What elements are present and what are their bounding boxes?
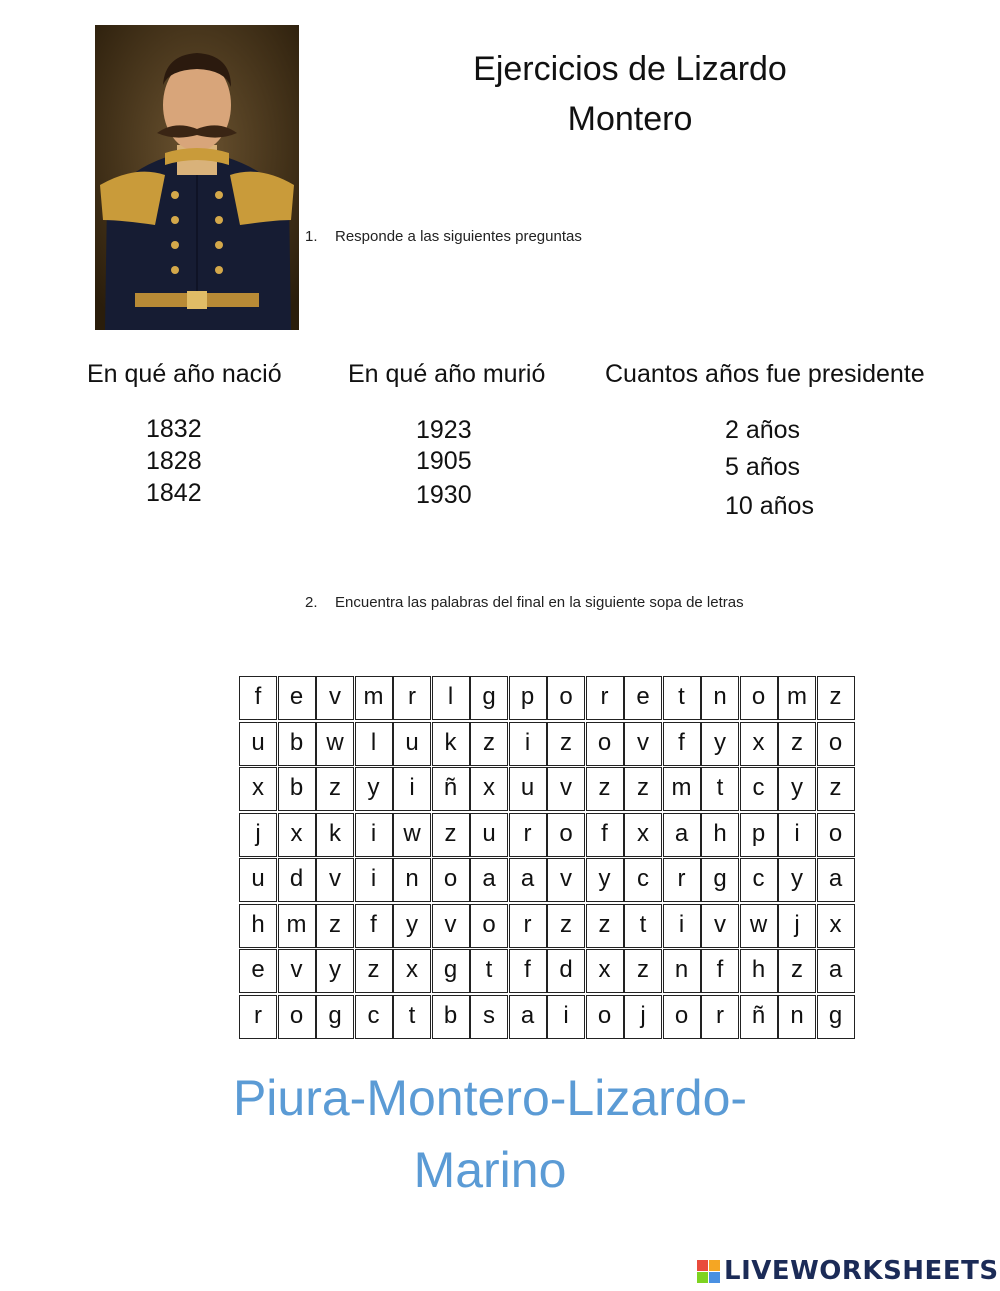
- grid-cell[interactable]: g: [817, 995, 855, 1039]
- grid-cell[interactable]: x: [624, 813, 662, 857]
- grid-cell[interactable]: z: [547, 904, 585, 948]
- grid-cell[interactable]: x: [817, 904, 855, 948]
- grid-cell[interactable]: o: [470, 904, 508, 948]
- grid-cell[interactable]: x: [470, 767, 508, 811]
- grid-cell[interactable]: m: [663, 767, 701, 811]
- grid-cell[interactable]: a: [470, 858, 508, 902]
- option-birth-3[interactable]: 1842: [146, 479, 202, 507]
- question-death-year: En qué año murió: [348, 360, 546, 388]
- portrait-image: [95, 25, 299, 330]
- grid-cell[interactable]: r: [509, 904, 547, 948]
- question-birth-year: En qué año nació: [87, 360, 282, 388]
- logo-square: [709, 1272, 720, 1283]
- grid-cell[interactable]: v: [432, 904, 470, 948]
- grid-cell[interactable]: n: [393, 858, 431, 902]
- grid-cell[interactable]: g: [701, 858, 739, 902]
- grid-cell[interactable]: f: [663, 722, 701, 766]
- grid-cell[interactable]: r: [393, 676, 431, 720]
- instruction-2: [305, 594, 744, 611]
- grid-cell[interactable]: v: [547, 858, 585, 902]
- grid-cell[interactable]: r: [663, 858, 701, 902]
- grid-cell[interactable]: t: [701, 767, 739, 811]
- grid-cell[interactable]: j: [778, 904, 816, 948]
- grid-cell[interactable]: r: [509, 813, 547, 857]
- option-death-2[interactable]: 1905: [416, 447, 472, 475]
- grid-cell[interactable]: p: [740, 813, 778, 857]
- grid-cell[interactable]: y: [393, 904, 431, 948]
- logo-square: [697, 1260, 708, 1271]
- grid-cell[interactable]: y: [701, 722, 739, 766]
- page-title: [440, 44, 820, 144]
- words-to-find-line-1: Piura-Montero-Lizardo-: [232, 1070, 748, 1126]
- grid-cell[interactable]: a: [509, 995, 547, 1039]
- grid-cell[interactable]: g: [316, 995, 354, 1039]
- grid-cell[interactable]: u: [470, 813, 508, 857]
- grid-cell[interactable]: z: [624, 767, 662, 811]
- grid-cell[interactable]: g: [470, 676, 508, 720]
- grid-cell[interactable]: b: [432, 995, 470, 1039]
- grid-cell[interactable]: l: [432, 676, 470, 720]
- grid-cell[interactable]: t: [393, 995, 431, 1039]
- grid-cell[interactable]: x: [278, 813, 316, 857]
- grid-cell[interactable]: o: [663, 995, 701, 1039]
- grid-cell[interactable]: c: [740, 767, 778, 811]
- grid-cell[interactable]: o: [278, 995, 316, 1039]
- grid-cell[interactable]: u: [239, 858, 277, 902]
- grid-cell[interactable]: a: [817, 858, 855, 902]
- grid-cell[interactable]: d: [278, 858, 316, 902]
- grid-cell[interactable]: y: [355, 767, 393, 811]
- grid-cell[interactable]: v: [278, 949, 316, 993]
- grid-cell[interactable]: z: [355, 949, 393, 993]
- grid-cell[interactable]: y: [586, 858, 624, 902]
- grid-cell[interactable]: c: [355, 995, 393, 1039]
- grid-cell[interactable]: r: [239, 995, 277, 1039]
- grid-cell[interactable]: z: [624, 949, 662, 993]
- grid-cell[interactable]: k: [316, 813, 354, 857]
- instruction-2-number: 2.: [305, 594, 318, 611]
- grid-cell[interactable]: z: [817, 676, 855, 720]
- grid-cell[interactable]: z: [586, 767, 624, 811]
- grid-cell[interactable]: v: [547, 767, 585, 811]
- grid-cell[interactable]: c: [624, 858, 662, 902]
- grid-cell[interactable]: e: [624, 676, 662, 720]
- grid-cell[interactable]: o: [740, 676, 778, 720]
- grid-cell[interactable]: w: [740, 904, 778, 948]
- grid-cell[interactable]: w: [393, 813, 431, 857]
- grid-cell[interactable]: a: [663, 813, 701, 857]
- grid-cell[interactable]: j: [624, 995, 662, 1039]
- grid-cell[interactable]: t: [663, 676, 701, 720]
- grid-cell[interactable]: m: [278, 904, 316, 948]
- grid-cell[interactable]: v: [316, 858, 354, 902]
- grid-cell[interactable]: i: [547, 995, 585, 1039]
- grid-cell[interactable]: i: [355, 858, 393, 902]
- option-years-2[interactable]: 5 años: [725, 453, 801, 481]
- grid-cell[interactable]: f: [355, 904, 393, 948]
- grid-cell[interactable]: z: [778, 722, 816, 766]
- grid-cell[interactable]: h: [701, 813, 739, 857]
- grid-cell[interactable]: p: [509, 676, 547, 720]
- title-line-2: Montero: [567, 100, 693, 138]
- grid-cell[interactable]: v: [701, 904, 739, 948]
- grid-cell[interactable]: o: [586, 995, 624, 1039]
- grid-cell[interactable]: a: [509, 858, 547, 902]
- option-years-3[interactable]: 10 años: [725, 492, 814, 520]
- grid-cell[interactable]: x: [740, 722, 778, 766]
- grid-cell[interactable]: o: [547, 813, 585, 857]
- grid-cell[interactable]: g: [432, 949, 470, 993]
- grid-cell[interactable]: v: [624, 722, 662, 766]
- grid-cell[interactable]: z: [432, 813, 470, 857]
- grid-cell[interactable]: j: [239, 813, 277, 857]
- grid-cell[interactable]: l: [355, 722, 393, 766]
- grid-cell[interactable]: y: [778, 767, 816, 811]
- grid-cell[interactable]: z: [586, 904, 624, 948]
- words-to-find-line-2: Marino: [413, 1142, 567, 1198]
- grid-cell[interactable]: e: [239, 949, 277, 993]
- option-death-3[interactable]: 1930: [416, 481, 472, 509]
- grid-cell[interactable]: ñ: [740, 995, 778, 1039]
- instruction-1-number: 1.: [305, 228, 318, 245]
- grid-cell[interactable]: y: [778, 858, 816, 902]
- grid-cell[interactable]: b: [278, 722, 316, 766]
- option-birth-1[interactable]: 1832: [146, 415, 202, 443]
- grid-cell[interactable]: o: [586, 722, 624, 766]
- grid-cell[interactable]: t: [470, 949, 508, 993]
- grid-cell[interactable]: t: [624, 904, 662, 948]
- grid-cell[interactable]: r: [586, 676, 624, 720]
- grid-cell[interactable]: z: [778, 949, 816, 993]
- grid-cell[interactable]: u: [393, 722, 431, 766]
- liveworksheets-brand: [697, 1256, 999, 1286]
- grid-cell[interactable]: y: [316, 949, 354, 993]
- brand-text: LIVEWORKSHEETS: [724, 1256, 999, 1286]
- grid-cell[interactable]: x: [393, 949, 431, 993]
- grid-cell[interactable]: i: [509, 722, 547, 766]
- grid-cell[interactable]: m: [778, 676, 816, 720]
- grid-cell[interactable]: i: [663, 904, 701, 948]
- grid-cell[interactable]: h: [239, 904, 277, 948]
- grid-cell[interactable]: z: [316, 767, 354, 811]
- logo-square: [709, 1260, 720, 1271]
- title-line-1: Ejercicios de Lizardo: [473, 50, 787, 88]
- option-death-1[interactable]: 1923: [416, 416, 472, 444]
- grid-cell[interactable]: d: [547, 949, 585, 993]
- grid-cell[interactable]: z: [316, 904, 354, 948]
- liveworksheets-logo-icon: [697, 1260, 720, 1283]
- grid-cell[interactable]: f: [239, 676, 277, 720]
- grid-cell[interactable]: x: [586, 949, 624, 993]
- grid-cell[interactable]: o: [547, 676, 585, 720]
- instruction-1: [305, 228, 582, 245]
- grid-cell[interactable]: ñ: [432, 767, 470, 811]
- grid-cell[interactable]: i: [393, 767, 431, 811]
- grid-cell[interactable]: f: [701, 949, 739, 993]
- grid-cell[interactable]: c: [740, 858, 778, 902]
- grid-cell[interactable]: b: [278, 767, 316, 811]
- grid-cell[interactable]: f: [586, 813, 624, 857]
- grid-cell[interactable]: v: [316, 676, 354, 720]
- grid-cell[interactable]: z: [817, 767, 855, 811]
- grid-cell[interactable]: w: [316, 722, 354, 766]
- grid-cell[interactable]: u: [239, 722, 277, 766]
- grid-cell[interactable]: a: [817, 949, 855, 993]
- logo-square: [697, 1272, 708, 1283]
- grid-cell[interactable]: z: [547, 722, 585, 766]
- grid-cell[interactable]: o: [817, 722, 855, 766]
- grid-cell[interactable]: u: [509, 767, 547, 811]
- instruction-2-text: Encuentra las palabras del final en la siguiente sopa de letras: [335, 594, 744, 611]
- grid-cell[interactable]: e: [278, 676, 316, 720]
- grid-cell[interactable]: m: [355, 676, 393, 720]
- option-years-1[interactable]: 2 años: [725, 416, 801, 444]
- grid-cell[interactable]: i: [355, 813, 393, 857]
- question-years-president: Cuantos años fue presidente: [605, 360, 925, 388]
- instruction-1-text: Responde a las siguientes preguntas: [335, 228, 582, 245]
- option-birth-2[interactable]: 1828: [146, 447, 202, 475]
- grid-cell[interactable]: o: [432, 858, 470, 902]
- grid-cell[interactable]: n: [778, 995, 816, 1039]
- grid-cell[interactable]: o: [817, 813, 855, 857]
- grid-cell[interactable]: x: [239, 767, 277, 811]
- grid-cell[interactable]: z: [470, 722, 508, 766]
- grid-cell[interactable]: i: [778, 813, 816, 857]
- grid-cell[interactable]: h: [740, 949, 778, 993]
- grid-cell[interactable]: f: [509, 949, 547, 993]
- grid-cell[interactable]: n: [663, 949, 701, 993]
- grid-cell[interactable]: k: [432, 722, 470, 766]
- grid-cell[interactable]: r: [701, 995, 739, 1039]
- words-to-find: [150, 1062, 830, 1206]
- grid-cell[interactable]: n: [701, 676, 739, 720]
- grid-cell[interactable]: s: [470, 995, 508, 1039]
